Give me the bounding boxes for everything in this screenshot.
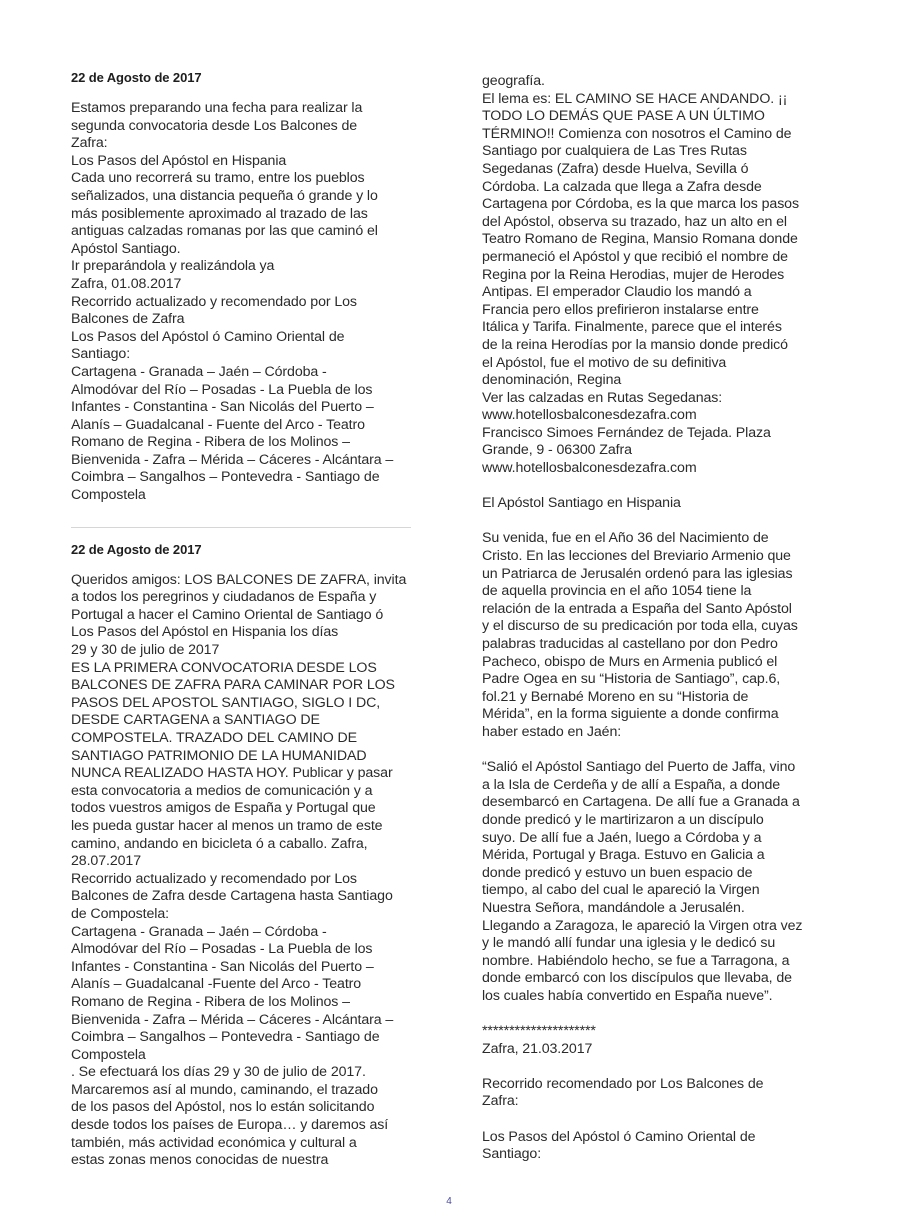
text-line: el Apóstol, fue el motivo de su definitiva <box>482 354 727 371</box>
text-line: de los pasos del Apóstol, nos lo están solicitando <box>71 1099 375 1116</box>
text-line: Compostela <box>71 1046 146 1063</box>
text-line: de Compostela: <box>71 905 169 922</box>
text-line: esta convocatoria a medios de comunicación y a <box>71 782 373 799</box>
text-line: Itálica y Tarifa. Finalmente, parece que el interés <box>482 319 782 336</box>
left-column <box>71 70 413 1170</box>
text-line: COMPOSTELA. TRAZADO DEL CAMINO DE <box>71 730 358 746</box>
text-line: Romano de Regina - Ribera de los Molinos – <box>71 993 350 1010</box>
text-line: “Salió el Apóstol Santiago del Puerto de Jaffa, vino <box>482 759 796 776</box>
text-line: nombre. Habiéndolo hecho, se fue a Tarragona, a <box>482 952 790 969</box>
text-line: Zafra, 01.08.2017 <box>71 275 182 292</box>
text-line: palabras traducidas al castellano por don Pedro <box>482 636 778 652</box>
text-line: 29 y 30 de julio de 2017 <box>71 642 220 659</box>
post-date: 22 de Agosto de 2017 <box>71 70 202 85</box>
text-line: Cartagena - Granada – Jaén – Córdoba - <box>71 363 327 380</box>
text-line: y le mandó allí fundar una iglesia y le dedicó su <box>482 935 776 952</box>
text-line: permaneció el Apóstol y que recibió el nombre de <box>482 248 788 265</box>
text-line: desde todos los países de Europa… y daremos así <box>71 1117 389 1134</box>
text-line: también, más actividad económica y cultural a <box>71 1134 357 1151</box>
text-line: Francisco Simoes Fernández de Tejada. Plaza <box>482 424 771 441</box>
paragraph-gap <box>482 1058 827 1076</box>
text-line: Infantes - Constantina - San Nicolás del Puerto – <box>71 958 374 975</box>
text-line: del Apóstol, observa su trazado, haz un alto en el <box>482 213 787 230</box>
text-line: Apóstol Santiago. <box>71 240 181 257</box>
text-line: desembarcó en Cartagena. De allí fue a Granada a <box>482 794 800 811</box>
text-line: Marcaremos así al mundo, caminando, el trazado <box>71 1081 378 1098</box>
text-line: donde embarcó con los discípulos que llevaba, de <box>482 970 792 987</box>
text-line: Nuestra Señora, mandándole a Jerusalén. <box>482 899 745 916</box>
text-line: relación de la entrada a España del Santo Apóstol <box>482 600 792 617</box>
text-line: Recorrido recomendado por Los Balcones de <box>482 1075 764 1092</box>
text-line: El lema es: EL CAMINO SE HACE ANDANDO. ¡¡ <box>482 90 788 107</box>
text-line: fol.21 y Bernabé Moreno en su “Historia de <box>482 688 749 705</box>
text-line: SANTIAGO PATRIMONIO DE LA HUMANIDAD <box>71 747 367 764</box>
text-line: antiguas calzadas romanas por las que caminó el <box>71 223 378 240</box>
text-line: Cada uno recorrerá su tramo, entre los pueblos <box>71 170 365 187</box>
post-divider <box>71 527 411 528</box>
page-number: 4 <box>446 1196 452 1207</box>
paragraph-gap <box>482 513 827 531</box>
text-line: Santiago por cualquiera de Las Tres Rutas <box>482 143 747 160</box>
text-line: Almodóvar del Río – Posadas - La Puebla de los <box>71 381 373 398</box>
text-line: PASOS DEL APOSTOL SANTIAGO, SIGLO I DC, <box>71 694 381 711</box>
paragraph-gap <box>482 742 827 760</box>
text-line: DESDE CARTAGENA a SANTIAGO DE <box>71 712 320 729</box>
text-line: Los Pasos del Apóstol en Hispania <box>71 152 287 169</box>
text-line: BALCONES DE ZAFRA PARA CAMINAR POR LOS <box>71 677 395 694</box>
text-line: Alanís – Guadalcanal -Fuente del Arco - Teatro <box>71 976 362 993</box>
paragraph-gap <box>482 478 827 496</box>
text-line: suyo. De allí fue a Jaén, luego a Córdoba y a <box>482 829 762 846</box>
text-line: Mérida”, en la forma siguiente a donde confirma <box>482 706 779 723</box>
text-line: El Apóstol Santiago en Hispania <box>482 495 681 512</box>
text-line: donde predicó y le martirizaron a un discípulo <box>482 811 764 828</box>
text-line: www.hotellosbalconesdezafra.com <box>482 407 697 424</box>
text-line: Córdoba. La calzada que llega a Zafra desde <box>482 178 762 195</box>
text-line: Antipas. El emperador Claudio los mandó a <box>482 284 752 301</box>
text-line: TÉRMINO!! Comienza con nosotros el Camino de <box>482 125 792 142</box>
text-line: Grande, 9 - 06300 Zafra <box>482 442 632 459</box>
text-line: Francia pero ellos prefirieron instalarse entre <box>482 301 759 318</box>
text-line: Bienvenida - Zafra – Mérida – Cáceres - Alcántara – <box>71 451 394 468</box>
blog-post <box>71 542 413 1170</box>
text-line: Cristo. En las lecciones del Breviario Armenio que <box>482 548 791 565</box>
text-line: Llegando a Zaragoza, le apareció la Virgen otra vez <box>482 917 803 934</box>
text-line: Mérida, Portugal y Braga. Estuvo en Galicia a <box>482 847 765 864</box>
text-line: Balcones de Zafra desde Cartagena hasta Santiago <box>71 888 393 905</box>
text-line: Zafra: <box>71 135 108 152</box>
text-line: geografía. <box>482 73 545 89</box>
text-line: 28.07.2017 <box>71 853 142 870</box>
text-line: Estamos preparando una fecha para realizar la <box>71 100 363 116</box>
text-line: Cartagena - Granada – Jaén – Córdoba - <box>71 923 327 940</box>
text-line: haber estado en Jaén: <box>482 723 622 740</box>
text-line: a la Isla de Cerdeña y de allí a España, a donde <box>482 776 781 793</box>
text-line: Coimbra – Sangalhos – Pontevedra - Santiago de <box>71 469 380 486</box>
text-line: y el discurso de su predicación por toda ella, cuyas <box>482 618 798 635</box>
text-line: Pacheco, obispo de Murs en Armenia publicó el <box>482 653 778 670</box>
text-line: Su venida, fue en el Año 36 del Nacimiento de <box>482 530 769 547</box>
text-line: Regina por la Reina Herodias, mujer de Herodes <box>482 266 785 283</box>
text-line: Portugal a hacer el Camino Oriental de Santiago ó <box>71 606 384 623</box>
text-line: Coimbra – Sangalhos – Pontevedra - Santiago de <box>71 1029 380 1046</box>
post-date: 22 de Agosto de 2017 <box>71 541 202 557</box>
text-line: Padre Ogea en su “Historia de Santiago”, cap.6, <box>482 671 781 688</box>
text-line: Recorrido actualizado y recomendado por Los <box>71 870 357 887</box>
post-body <box>71 100 413 505</box>
post-body <box>71 572 413 1170</box>
text-line: un Patriarca de Jerusalén ordenó para las iglesias <box>482 565 793 582</box>
text-line: Zafra, 21.03.2017 <box>482 1040 593 1057</box>
text-line: segunda convocatoria desde Los Balcones de <box>71 117 358 134</box>
text-line: Compostela <box>71 487 146 504</box>
text-line: les pueda gustar hacer al menos un tramo de este <box>71 817 383 834</box>
text-line: Ver las calzadas en Rutas Segedanas: <box>482 389 723 406</box>
text-line: más posiblemente aproximado al trazado de las <box>71 205 368 222</box>
text-line: . Se efectuará los días 29 y 30 de julio de 2017. <box>71 1064 366 1081</box>
text-line: www.hotellosbalconesdezafra.com <box>482 460 697 477</box>
text-line: Ir preparándola y realizándola ya <box>71 258 275 275</box>
text-line: denominación, Regina <box>482 372 622 389</box>
text-line: Cartagena por Córdoba, es la que marca los pasos <box>482 196 799 213</box>
text-line: Infantes - Constantina - San Nicolás del Puerto – <box>71 399 374 416</box>
text-line: Los Pasos del Apóstol ó Camino Oriental de <box>71 328 345 345</box>
right-column <box>482 73 827 1164</box>
text-line: Romano de Regina - Ribera de los Molinos – <box>71 434 350 451</box>
paragraph-gap <box>482 1005 827 1023</box>
text-line: Recorrido actualizado y recomendado por Los <box>71 293 357 310</box>
text-line: Zafra: <box>482 1093 519 1110</box>
text-line: Queridos amigos: LOS BALCONES DE ZAFRA, invita <box>71 571 407 588</box>
paragraph-gap <box>482 1111 827 1129</box>
text-line: Los Pasos del Apóstol en Hispania los días <box>71 624 339 641</box>
text-line: Almodóvar del Río – Posadas - La Puebla de los <box>71 941 373 958</box>
text-line: ES LA PRIMERA CONVOCATORIA DESDE LOS <box>71 659 377 676</box>
text-line: Bienvenida - Zafra – Mérida – Cáceres - Alcántara – <box>71 1011 394 1028</box>
text-line: Los Pasos del Apóstol ó Camino Oriental de <box>482 1128 756 1145</box>
text-line: estas zonas menos conocidas de nuestra <box>71 1152 329 1169</box>
text-line: Balcones de Zafra <box>71 311 185 328</box>
text-line: Segedanas (Zafra) desde Huelva, Sevilla ó <box>482 160 749 177</box>
text-line: Santiago: <box>482 1146 542 1163</box>
text-line: a todos los peregrinos y ciudadanos de España y <box>71 589 377 606</box>
text-line: los cuales había convertido en España nueve”. <box>482 987 773 1004</box>
text-line: TODO LO DEMÁS QUE PASE A UN ÚLTIMO <box>482 108 765 125</box>
text-line: ********************* <box>482 1023 596 1040</box>
text-line: señalizados, una distancia pequeña ó grande y lo <box>71 187 378 204</box>
text-line: Teatro Romano de Regina, Mansio Romana donde <box>482 231 798 248</box>
text-line: Alanís – Guadalcanal - Fuente del Arco - Teatro <box>71 416 365 433</box>
text-line: tiempo, al cabo del cual le apareció la Virgen <box>482 882 760 899</box>
text-line: todos vuestros amigos de España y Portugal que <box>71 800 376 817</box>
text-line: de la reina Herodías por la mansio donde predicó <box>482 336 788 353</box>
text-line: NUNCA REALIZADO HASTA HOY. Publicar y pasar <box>71 765 393 782</box>
text-line: donde predicó y estuvo un buen espacio de <box>482 864 753 881</box>
text-line: camino, andando en bicicleta ó a caballo. Zafra, <box>71 835 368 852</box>
text-line: de aquella provincia en el año 1054 tiene la <box>482 583 752 600</box>
text-line: Santiago: <box>71 346 131 363</box>
blog-post <box>71 70 413 505</box>
